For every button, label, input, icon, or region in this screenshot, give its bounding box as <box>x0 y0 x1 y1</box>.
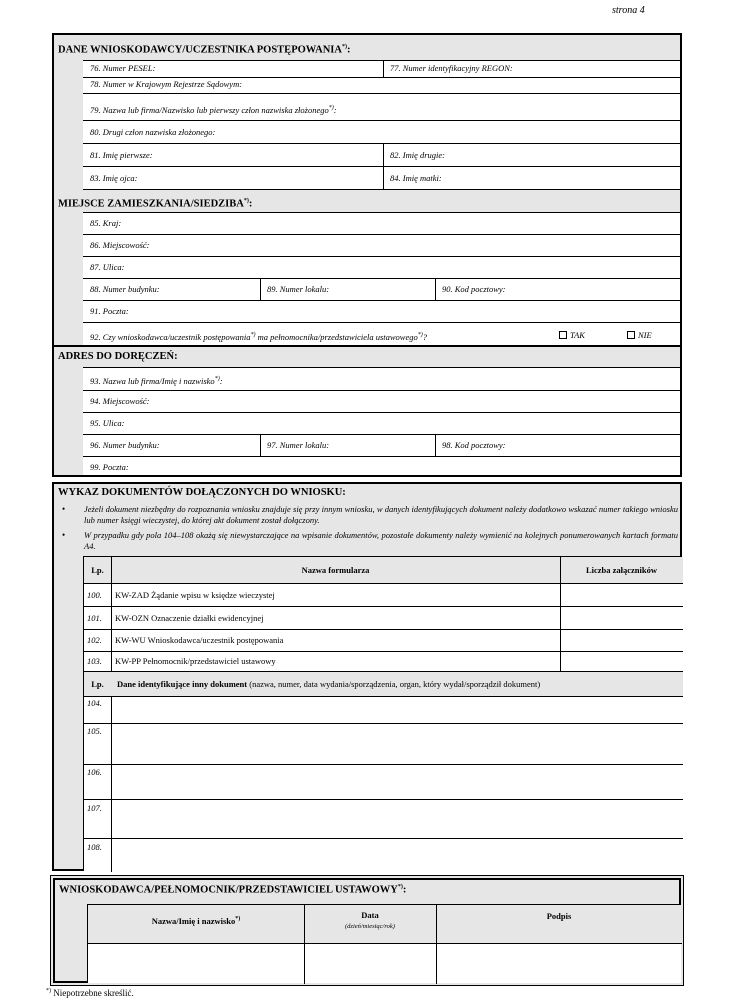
second-surname-field[interactable]: 80. Drugi człon nazwiska złożonego: <box>90 127 216 137</box>
form-name-cell: KW-OZN Oznaczenie działki ewidencyjnej <box>115 613 264 623</box>
row-number: 104. <box>87 698 102 708</box>
checkbox-icon <box>559 331 567 339</box>
column-header-other-document: Dane identyfikujące inny dokument (nazwa, numer, data wydania/sporządzenia, organ, który wydał/sporządził dokument) <box>117 679 541 689</box>
column-header-signature: Podpis <box>546 911 572 921</box>
delivery-post-office-field[interactable]: 99. Poczta: <box>90 462 129 472</box>
documents-table <box>83 556 682 871</box>
applicant-section <box>52 33 682 347</box>
checkbox-icon <box>627 331 635 339</box>
mother-name-field[interactable]: 84. Imię matki: <box>390 173 442 183</box>
other-document-input[interactable] <box>112 724 683 764</box>
delivery-building-number-field[interactable]: 96. Numer budynku: <box>90 440 160 450</box>
attachment-count-input[interactable] <box>561 652 683 671</box>
residence-section-title: MIEJSCE ZAMIESZKANIA/SIEDZIBA*): <box>54 190 680 212</box>
second-name-field[interactable]: 82. Imię drugie: <box>390 150 446 160</box>
bullet-icon: • <box>62 530 66 540</box>
delivery-postal-code-field[interactable]: 98. Kod pocztowy: <box>442 440 506 450</box>
signature-date-input[interactable] <box>305 944 436 984</box>
row-number: 102. <box>87 635 102 645</box>
apartment-number-field[interactable]: 89. Numer lokalu: <box>267 284 330 294</box>
date-format-hint: (dzień/miesiąc/rok) <box>345 923 395 930</box>
delivery-address-section <box>52 345 682 477</box>
delivery-locality-field[interactable]: 94. Miejscowość: <box>90 396 150 406</box>
no-checkbox[interactable]: NIE <box>620 324 652 346</box>
documents-section <box>52 482 682 871</box>
column-header-form-name: Nazwa formularza <box>301 565 370 575</box>
signature-section-title: WNIOSKODAWCA/PEŁNOMOCNIK/PRZEDSTAWICIEL USTAWOWY*): <box>59 884 407 896</box>
pesel-field[interactable]: 76. Numer PESEL: <box>90 63 156 73</box>
footnote: *) Niepotrzebne skreślić. <box>46 988 134 998</box>
row-number: 108. <box>87 842 102 852</box>
other-document-input[interactable] <box>112 839 683 872</box>
regon-field[interactable]: 77. Numer identyfikacyjny REGON: <box>390 63 513 73</box>
attachment-count-input[interactable] <box>561 607 683 629</box>
row-number: 100. <box>87 590 102 600</box>
signature-field[interactable] <box>437 944 682 984</box>
column-header-attachment-count: Liczba załączników <box>585 565 658 575</box>
row-number: 106. <box>87 767 102 777</box>
applicant-section-title: DANE WNIOSKODAWCY/UCZESTNIKA POSTĘPOWANIA*): <box>54 35 680 60</box>
country-field[interactable]: 85. Kraj: <box>90 218 122 228</box>
signer-name-input[interactable] <box>89 944 304 984</box>
form-name-cell: KW-PP Pełnomocnik/przedstawiciel ustawowy <box>115 656 276 666</box>
attachment-count-input[interactable] <box>561 630 683 651</box>
form-name-cell: KW-WU Wnioskodawca/uczestnik postępowania <box>115 635 284 645</box>
signature-section <box>50 875 684 986</box>
column-header-name: Nazwa/Imię i nazwisko*) <box>151 915 241 926</box>
other-document-input[interactable] <box>112 697 683 723</box>
documents-note-1: Jeżeli dokument niezbędny do rozpoznania wniosku znajduje się przy innym wniosku, w danych identyfikujących dokument należy dodatkowo wskazać numer takiego wniosku lub numer księgi wieczystej, do której akt dokument został dołączony. <box>84 504 678 525</box>
row-number: 107. <box>87 803 102 813</box>
documents-note-2: W przypadku gdy pola 104–108 okażą się niewystarczające na wpisanie dokumentów, pozostałe dokumenty należy wymienić na kolejnych ponumerowanych kartach formatu A4. <box>84 530 678 551</box>
name-or-surname-field[interactable]: 79. Nazwa lub firma/Nazwisko lub pierwszy człon nazwiska złożonego*): <box>90 104 337 115</box>
attachment-count-input[interactable] <box>561 584 683 606</box>
locality-field[interactable]: 86. Miejscowość: <box>90 240 150 250</box>
signature-table <box>87 904 681 983</box>
form-name-cell: KW-ZAD Żądanie wpisu w księdze wieczystej <box>115 590 275 600</box>
has-representative-question: 92. Czy wnioskodawca/uczestnik postępowania*) ma pełnomocnika/przedstawiciela ustawowego*)? <box>90 331 427 342</box>
documents-section-title: WYKAZ DOKUMENTÓW DOŁĄCZONYCH DO WNIOSKU: <box>58 487 346 498</box>
other-document-input[interactable] <box>112 765 683 799</box>
page-number: strona 4 <box>612 5 645 16</box>
column-header-date: Data <box>361 910 379 920</box>
column-header-lp: Lp. <box>91 565 104 575</box>
other-document-input[interactable] <box>112 800 683 838</box>
yes-checkbox[interactable]: TAK <box>552 324 585 346</box>
delivery-name-field[interactable]: 93. Nazwa lub firma/Imię i nazwisko*): <box>90 375 223 386</box>
first-name-field[interactable]: 81. Imię pierwsze: <box>90 150 153 160</box>
row-number: 103. <box>87 656 102 666</box>
father-name-field[interactable]: 83. Imię ojca: <box>90 173 138 183</box>
postal-code-field[interactable]: 90. Kod pocztowy: <box>442 284 506 294</box>
building-number-field[interactable]: 88. Numer budynku: <box>90 284 160 294</box>
row-number: 101. <box>87 613 102 623</box>
bullet-icon: • <box>62 504 66 514</box>
street-field[interactable]: 87. Ulica: <box>90 262 125 272</box>
delivery-apartment-number-field[interactable]: 97. Numer lokalu: <box>267 440 330 450</box>
krs-number-field[interactable]: 78. Numer w Krajowym Rejestrze Sądowym: <box>90 79 243 89</box>
delivery-section-title: ADRES DO DORĘCZEŃ: <box>54 347 680 367</box>
post-office-field[interactable]: 91. Poczta: <box>90 306 129 316</box>
row-number: 105. <box>87 726 102 736</box>
delivery-street-field[interactable]: 95. Ulica: <box>90 418 125 428</box>
column-header-lp-2: Lp. <box>91 679 104 689</box>
